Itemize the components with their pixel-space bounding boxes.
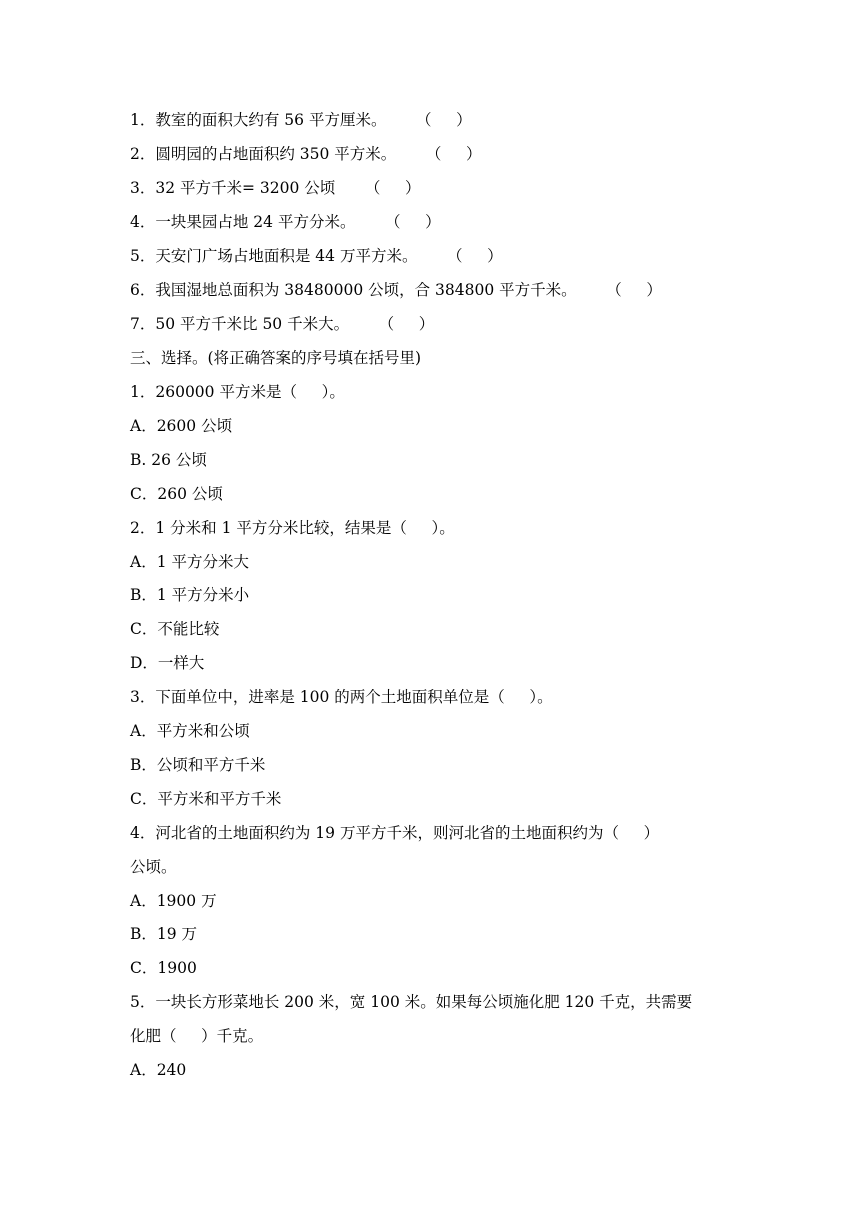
judgement-item: 7．50 平方千米比 50 千米大。 （ ） xyxy=(130,315,435,333)
choice-line: A．1900 万 xyxy=(130,892,217,910)
choice-line: A．1 平方分米大 xyxy=(130,553,249,571)
choice-line: C．1900 xyxy=(130,959,197,977)
choice-line: C．平方米和平方千米 xyxy=(130,790,282,808)
choice-line: B．公顷和平方千米 xyxy=(130,756,266,774)
choice-line: 4．河北省的土地面积约为 19 万平方千米，则河北省的土地面积约为（ ） xyxy=(130,824,660,842)
judgement-item: 5．天安门广场占地面积是 44 万平方米。 （ ） xyxy=(130,247,503,265)
choice-line: A．240 xyxy=(130,1061,187,1079)
choice-line: 化肥（ ）千克。 xyxy=(130,1027,264,1045)
choice-line: 公顷。 xyxy=(130,858,177,876)
choice-line: 2．1 分米和 1 平方分米比较，结果是（ ）。 xyxy=(130,519,455,537)
judgement-item: 1．教室的面积大约有 56 平方厘米。 （ ） xyxy=(130,111,472,129)
choice-line: C．不能比较 xyxy=(130,620,220,638)
choice-line: 1．260000 平方米是（ ）。 xyxy=(130,383,345,401)
judgement-item: 3．32 平方千米= 3200 公顷 （ ） xyxy=(130,179,421,197)
judgement-item: 6．我国湿地总面积为 38480000 公顷，合 384800 平方千米。 （ ） xyxy=(130,281,662,299)
choice-line: D．一样大 xyxy=(130,654,205,672)
choice-line: B．1 平方分米小 xyxy=(130,586,250,604)
choice-line: B．19 万 xyxy=(130,925,198,943)
choice-line: A．平方米和公顷 xyxy=(130,722,250,740)
choice-line: B. 26 公顷 xyxy=(130,451,207,469)
choice-line: C．260 公顷 xyxy=(130,485,223,503)
choice-line: 5．一块长方形菜地长 200 米，宽 100 米。如果每公顷施化肥 120 千克，共需要 xyxy=(130,993,693,1011)
judgement-item: 2．圆明园的占地面积约 350 平方米。 （ ） xyxy=(130,145,482,163)
judgement-item: 4．一块果园占地 24 平方分米。 （ ） xyxy=(130,213,441,231)
section-title: 三、选择。(将正确答案的序号填在括号里) xyxy=(130,349,422,367)
choice-line: A．2600 公顷 xyxy=(130,417,233,435)
choice-line: 3．下面单位中，进率是 100 的两个土地面积单位是（ ）。 xyxy=(130,688,553,706)
